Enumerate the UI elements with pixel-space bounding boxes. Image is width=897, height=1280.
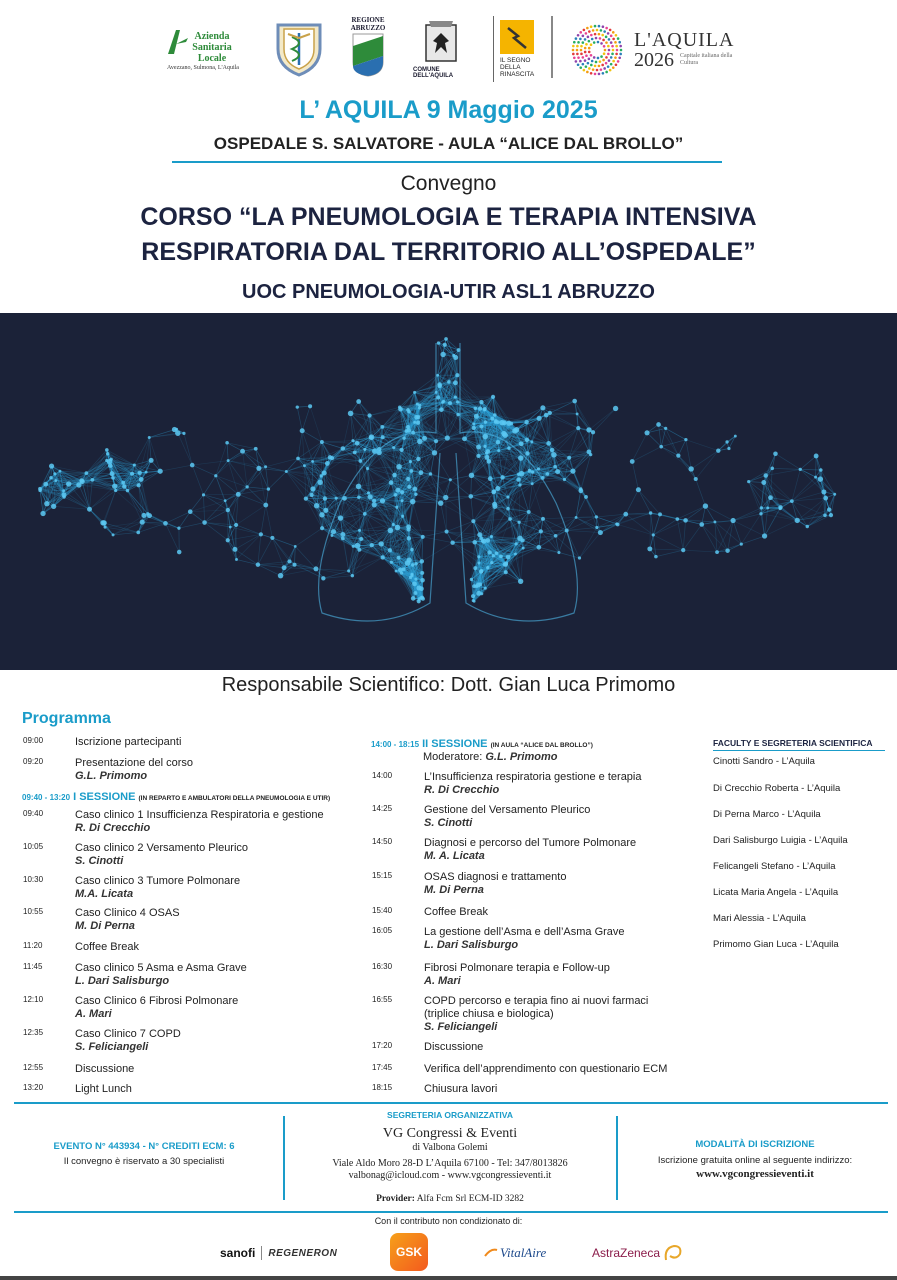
session2-header xyxy=(371,738,593,750)
footer-divider-top xyxy=(14,1102,888,1104)
sanofi-logo: sanofi xyxy=(220,1246,256,1260)
segno-rinascita-logo xyxy=(493,16,549,82)
program-speaker: M.A. Licata xyxy=(75,888,134,900)
asl-line3: Locale xyxy=(197,53,227,64)
faculty-title: FACULTY E SEGRETERIA SCIENTIFICA xyxy=(713,738,885,751)
segno-line3: RINASCITA xyxy=(500,71,535,78)
course-title xyxy=(0,200,897,270)
faculty-name: Cinotti Sandro xyxy=(713,756,774,767)
program-speaker: A. Mari xyxy=(75,1008,112,1020)
faculty-member xyxy=(713,887,838,898)
registration-link[interactable]: www.vgcongressieventi.it xyxy=(696,1168,814,1180)
gsk-logo: GSK xyxy=(395,1245,422,1259)
faculty-city: - L’Aquila xyxy=(773,756,815,767)
lungs-network-image xyxy=(0,313,897,670)
comune-aquila-logo xyxy=(413,16,469,82)
program-topic: Caso clinico 5 Asma e Asma Grave xyxy=(75,962,247,974)
program-speaker: G.L. Primomo xyxy=(75,770,148,782)
program-topic: Presentazione del corso xyxy=(75,757,194,769)
program-time: 11:20 xyxy=(23,941,43,950)
faculty-city: - L’Aquila xyxy=(779,809,821,820)
asl-logo xyxy=(164,18,242,84)
program-topic: Coffee Break xyxy=(75,941,140,953)
program-time: 12:10 xyxy=(23,995,44,1004)
segno-square xyxy=(500,20,534,54)
vitalaire-logo: VitalAire xyxy=(500,1245,547,1260)
program-topic: Light Lunch xyxy=(75,1083,132,1095)
medical-shield-logo xyxy=(272,20,326,78)
segno-line1: IL SEGNO xyxy=(500,57,531,64)
program-topic: Caso clinico 1 Insufficienza Respiratoria e gestione xyxy=(75,809,324,821)
program-time: 14:25 xyxy=(372,804,393,813)
event-venue: OSPEDALE S. SALVATORE - AULA “ALICE DAL BROLLO” xyxy=(213,134,684,153)
registration-info xyxy=(630,1139,880,1180)
moderator-label: Moderatore: xyxy=(423,751,483,763)
program-topic: Caso Clinico 4 OSAS xyxy=(75,907,180,919)
sponsor-caption: Con il contributo non condizionato di: xyxy=(374,1216,523,1226)
faculty-member xyxy=(713,913,806,924)
program-topic: Iscrizione partecipanti xyxy=(75,736,182,748)
program-time: 10:30 xyxy=(23,875,44,884)
program-topic: Caso clinico 2 Versamento Pleurico xyxy=(75,842,249,854)
program-topic: Caso clinico 3 Tumore Polmonare xyxy=(75,875,241,887)
regione-line2: ABRUZZO xyxy=(350,24,386,32)
session1-time: 09:40 - 13:20 xyxy=(22,793,71,802)
footer-divider-right xyxy=(616,1116,618,1200)
faculty-member xyxy=(713,861,836,872)
program-time: 17:20 xyxy=(372,1041,393,1050)
faculty-name: Felicangeli Stefano xyxy=(713,861,794,872)
sponsor-vitalaire xyxy=(484,1236,546,1270)
faculty-member xyxy=(713,809,821,820)
segreteria-title: SEGRETERIA ORGANIZZATIVA xyxy=(387,1110,513,1120)
faculty-name: Primomo Gian Luca xyxy=(713,939,797,950)
session1-label: I SESSIONE xyxy=(73,791,136,803)
organizer-name: VG Congressi & Eventi xyxy=(382,1126,518,1141)
astrazeneca-logo: AstraZeneca xyxy=(592,1246,661,1260)
faculty-city: - L’Aquila xyxy=(796,887,839,898)
program-time: 11:45 xyxy=(23,962,43,971)
footer-divider-left xyxy=(283,1116,285,1200)
program-time: 12:35 xyxy=(23,1028,44,1037)
program-speaker: L. Dari Salisburgo xyxy=(75,975,170,987)
header-divider xyxy=(172,161,722,163)
program-topic: Discussione xyxy=(424,1041,484,1053)
footer-divider-bottom xyxy=(14,1211,888,1213)
program-time: 12:55 xyxy=(23,1063,44,1072)
program-topic: Fibrosi Polmonare terapia e Follow-up xyxy=(424,962,610,974)
unit-name: UOC PNEUMOLOGIA-UTIR ASL1 ABRUZZO xyxy=(242,281,655,303)
program-speaker: L. Dari Salisburgo xyxy=(424,939,519,951)
faculty-city: - L’Aquila xyxy=(798,783,841,794)
program-time: 10:55 xyxy=(23,907,44,916)
faculty-member xyxy=(713,783,840,794)
aquila-year: 2026 xyxy=(634,49,674,71)
session2-label: II SESSIONE xyxy=(422,738,488,750)
regione-abruzzo-logo xyxy=(347,14,389,80)
faculty-name: Dari Salisburgo Luigia xyxy=(713,835,806,846)
program-speaker: S. Feliciangeli xyxy=(75,1041,149,1053)
asl-sub: Avezzano, Sulmona, L'Aquila xyxy=(167,65,239,71)
logo-divider xyxy=(551,16,553,78)
program-topic: La gestione dell’Asma e dell’Asma Grave xyxy=(424,926,625,938)
aquila-line1: L'AQUILA xyxy=(634,29,735,51)
program-time: 14:00 xyxy=(372,771,393,780)
faculty-city: - L’Aquila xyxy=(805,835,848,846)
evento-number: EVENTO N° 443934 - N° CREDITI ECM: 6 xyxy=(53,1141,235,1152)
organizer-address: Viale Aldo Moro 28-D L’Aquila 67100 - Tel: 347/8013826 xyxy=(332,1158,568,1169)
program-speaker: R. Di Crecchio xyxy=(424,784,500,796)
program-speaker: M. A. Licata xyxy=(424,850,485,862)
eagle-crest-icon xyxy=(423,19,459,65)
moderator-name: G.L. Primomo xyxy=(485,751,558,763)
asl-emblem-icon xyxy=(166,26,190,56)
evento-info xyxy=(14,1141,274,1167)
faculty-member xyxy=(713,939,839,950)
regione-flag-icon xyxy=(351,32,385,78)
session2-moderator xyxy=(423,751,558,763)
session2-note: (IN AULA “ALICE DAL BROLLO”) xyxy=(490,742,593,749)
program-topic: COPD percorso e terapia fino ai nuovi farmaci xyxy=(424,995,649,1007)
regeneron-logo: REGENERON xyxy=(268,1247,338,1259)
astrazeneca-swirl-icon xyxy=(662,1242,684,1264)
provider-info xyxy=(290,1194,610,1204)
program-time: 09:20 xyxy=(23,757,44,766)
faculty-member xyxy=(713,835,848,846)
asl-line1: Azienda xyxy=(194,31,230,42)
program-topic: Diagnosi e percorso del Tumore Polmonare xyxy=(424,837,637,849)
provider-value: Alfa Fcm Srl ECM-ID 3282 xyxy=(416,1194,524,1204)
evento-note: Il convegno è riservato a 30 specialisti xyxy=(63,1156,225,1167)
program-speaker: A. Mari xyxy=(424,975,461,987)
sponsor-astrazeneca xyxy=(592,1236,684,1270)
sponsor-sanofi-regeneron xyxy=(220,1236,337,1270)
program-topic: Coffee Break xyxy=(424,906,489,918)
program-time: 16:05 xyxy=(372,926,393,935)
event-date: L’ AQUILA 9 Maggio 2025 xyxy=(299,96,598,124)
vitalaire-swoosh-icon xyxy=(484,1246,498,1260)
program-speaker: S. Feliciangeli xyxy=(424,1021,498,1033)
program-topic: Verifica dell’apprendimento con questionario ECM xyxy=(424,1063,668,1075)
program-topic: Gestione del Versamento Pleurico xyxy=(424,804,591,816)
program-time: 15:40 xyxy=(372,906,393,915)
sponsor-gsk xyxy=(390,1233,428,1271)
caduceus-shield-icon xyxy=(274,21,324,77)
faculty-name: Licata Maria Angela xyxy=(713,887,797,898)
program-topic: L’Insufficienza respiratoria gestione e terapia xyxy=(424,771,642,783)
program-speaker: S. Cinotti xyxy=(424,817,473,829)
comune-label: COMUNE DELL'AQUILA xyxy=(413,67,454,79)
program-title: Programma xyxy=(22,710,111,727)
asl-line2: Sanitaria xyxy=(192,42,232,53)
program-time: 13:20 xyxy=(23,1083,44,1092)
faculty-city: - L’Aquila xyxy=(793,861,836,872)
program-time: 16:30 xyxy=(372,962,393,971)
organizer-block xyxy=(290,1126,610,1181)
bottom-bar xyxy=(0,1276,897,1280)
program-time: 16:55 xyxy=(372,995,393,1004)
sponsor-pipe xyxy=(261,1246,262,1260)
program-time: 09:00 xyxy=(23,736,44,745)
program-speaker: M. Di Perna xyxy=(424,884,484,896)
regione-line1: REGIONE xyxy=(351,16,385,24)
program-topic: Caso Clinico 7 COPD xyxy=(75,1028,181,1040)
crack-icon xyxy=(500,20,534,54)
session2-time: 14:00 - 18:15 xyxy=(371,740,420,749)
scientific-lead: Responsabile Scientifico: Dott. Gian Luca Primomo xyxy=(221,674,676,696)
organizer-sub: di Valbona Golemi xyxy=(412,1142,488,1153)
course-title-line2: RESPIRATORIA DAL TERRITORIO ALL’OSPEDALE” xyxy=(141,238,756,266)
faculty-city: - L’Aquila xyxy=(796,939,839,950)
faculty-city: - L’Aquila xyxy=(764,913,806,924)
registration-text: Iscrizione gratuita online al seguente indirizzo: xyxy=(657,1155,853,1166)
convegno-label: Convegno xyxy=(400,172,497,195)
faculty-name: Di Crecchio Roberta xyxy=(713,783,799,794)
program-time: 10:05 xyxy=(23,842,44,851)
aquila-2026-logo xyxy=(568,20,738,80)
faculty-name: Di Perna Marco xyxy=(713,809,779,820)
course-title-line1: CORSO “LA PNEUMOLOGIA E TERAPIA INTENSIVA xyxy=(140,203,757,231)
lungs-network-illustration xyxy=(0,313,897,670)
program-time: 15:15 xyxy=(372,871,393,880)
program-topic: OSAS diagnosi e trattamento xyxy=(424,871,567,883)
program-time: 14:50 xyxy=(372,837,393,846)
program-topic: Chiusura lavori xyxy=(424,1083,498,1095)
session1-header xyxy=(22,791,330,803)
logo-row xyxy=(0,10,897,86)
provider-label: Provider: xyxy=(376,1194,415,1204)
aquila-tagline: Capitale italiana della Cultura xyxy=(680,53,733,66)
program-time: 18:15 xyxy=(372,1083,393,1092)
segno-line2: DELLA xyxy=(500,64,521,71)
program-speaker: M. Di Perna xyxy=(75,920,135,932)
faculty-name: Mari Alessia xyxy=(713,913,765,924)
program-time: 17:45 xyxy=(372,1063,393,1072)
program-topic: Discussione xyxy=(75,1063,135,1075)
session1-note: (IN REPARTO E AMBULATORI DELLA PNEUMOLOGIA E UTIR) xyxy=(138,795,331,802)
program-topic: Caso Clinico 6 Fibrosi Polmonare xyxy=(75,995,239,1007)
faculty-member xyxy=(713,756,815,767)
registration-title: MODALITÀ DI ISCRIZIONE xyxy=(695,1139,815,1150)
program-speaker: R. Di Crecchio xyxy=(75,822,151,834)
program-time: 09:40 xyxy=(23,809,44,818)
organizer-contacts[interactable]: valbonag@icloud.com - www.vgcongressieventi.it xyxy=(348,1170,552,1181)
program-speaker: S. Cinotti xyxy=(75,855,124,867)
aquila-rosette-icon xyxy=(568,21,626,79)
program-topic-cont: (triplice chiusa e biologica) xyxy=(424,1008,554,1020)
